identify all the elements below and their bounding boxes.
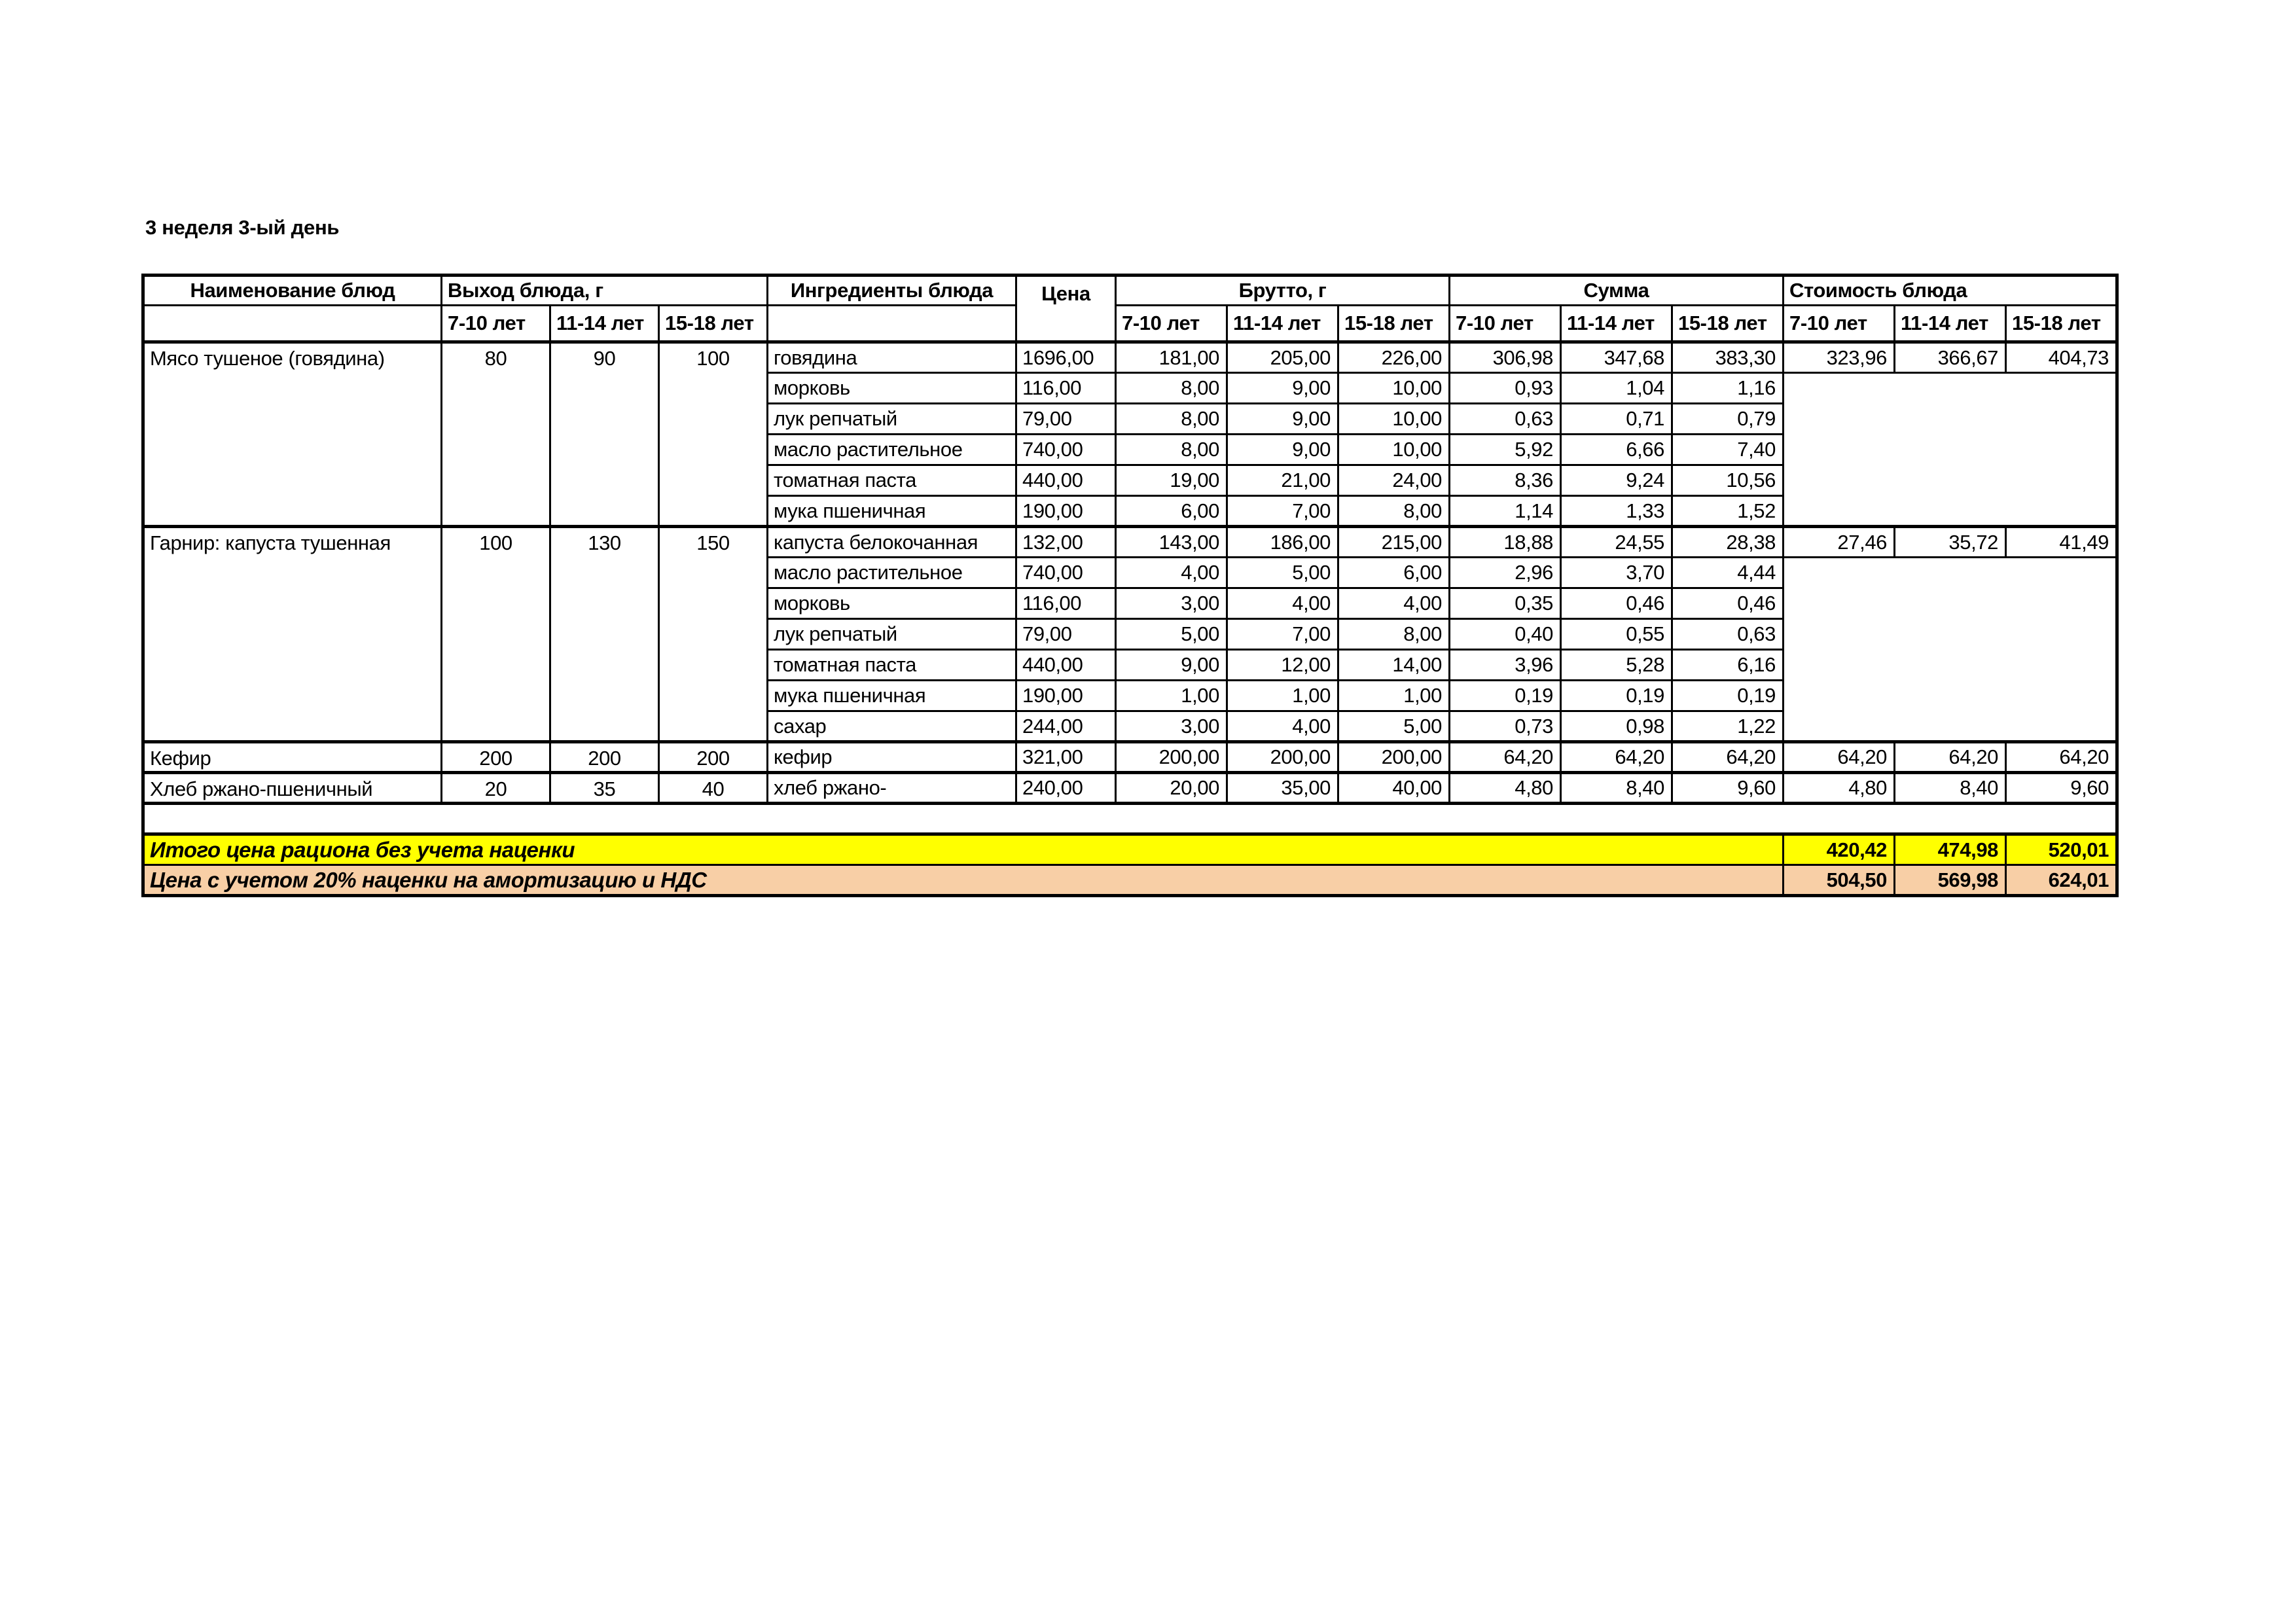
header-row-ages: [143, 306, 2117, 342]
gross-weight-cell: 4,00: [1116, 558, 1227, 588]
gross-weight-cell: 1,00: [1227, 681, 1338, 711]
header-row-groups: [143, 276, 2117, 306]
dish-cost-cell: 9,60: [2006, 773, 2117, 804]
gross-weight-cell: 9,00: [1227, 435, 1338, 465]
ingredient-name-cell: масло растительное: [768, 558, 1016, 588]
table-header: [143, 276, 2117, 342]
dish-cost-cell: 64,20: [2006, 742, 2117, 773]
gross-weight-cell: 10,00: [1338, 404, 1450, 435]
col-header-age: 15-18 лет: [659, 306, 768, 342]
ingredient-price-cell: 132,00: [1016, 527, 1116, 558]
dish-name-cell: Кефир: [143, 742, 442, 773]
dish-row: [143, 742, 2117, 773]
gross-weight-cell: 8,00: [1116, 435, 1227, 465]
ingredient-name-cell: томатная паста: [768, 650, 1016, 681]
gross-weight-cell: 1,00: [1338, 681, 1450, 711]
dish-cost-cell: 27,46: [1784, 527, 1895, 558]
sum-cell: 6,16: [1672, 650, 1784, 681]
gross-weight-cell: 8,00: [1338, 619, 1450, 650]
sum-cell: 1,14: [1450, 496, 1561, 527]
ingredient-name-cell: сахар: [768, 711, 1016, 742]
gross-weight-cell: 35,00: [1227, 773, 1338, 804]
total-value-cell: 474,98: [1895, 834, 2006, 865]
markup-value-cell: 569,98: [1895, 865, 2006, 896]
gross-weight-cell: 200,00: [1227, 742, 1338, 773]
dish-output-cell: 200: [659, 742, 768, 773]
col-header-name: Наименование блюд: [143, 276, 442, 306]
total-value-cell: 520,01: [2006, 834, 2117, 865]
sum-cell: 0,19: [1672, 681, 1784, 711]
col-header-price: Цена: [1016, 276, 1116, 342]
ingredient-price-cell: 190,00: [1016, 496, 1116, 527]
sum-cell: 0,93: [1450, 373, 1561, 404]
ingredient-price-cell: 440,00: [1016, 465, 1116, 496]
gross-weight-cell: 186,00: [1227, 527, 1338, 558]
sum-cell: 0,98: [1561, 711, 1672, 742]
gross-weight-cell: 40,00: [1338, 773, 1450, 804]
col-header-cost: Стоимость блюда: [1784, 276, 2117, 306]
sum-cell: 0,71: [1561, 404, 1672, 435]
gross-weight-cell: 226,00: [1338, 342, 1450, 373]
gross-weight-cell: 5,00: [1338, 711, 1450, 742]
ingredient-price-cell: 740,00: [1016, 435, 1116, 465]
gross-weight-cell: 6,00: [1116, 496, 1227, 527]
sum-cell: 0,79: [1672, 404, 1784, 435]
gross-weight-cell: 4,00: [1227, 711, 1338, 742]
gross-weight-cell: 3,00: [1116, 711, 1227, 742]
sum-cell: 28,38: [1672, 527, 1784, 558]
col-header-age: 7-10 лет: [1116, 306, 1227, 342]
dish-cost-cell: 4,80: [1784, 773, 1895, 804]
table-body: [143, 342, 2117, 896]
markup-value-cell: 504,50: [1784, 865, 1895, 896]
sum-cell: 64,20: [1672, 742, 1784, 773]
spacer-row: [143, 804, 2117, 834]
markup-total-row: [143, 865, 2117, 896]
sum-cell: 9,24: [1561, 465, 1672, 496]
col-header-age: 15-18 лет: [2006, 306, 2117, 342]
dish-output-cell: 40: [659, 773, 768, 804]
dish-cost-cell: 404,73: [2006, 342, 2117, 373]
gross-weight-cell: 205,00: [1227, 342, 1338, 373]
gross-weight-cell: 7,00: [1227, 496, 1338, 527]
sum-cell: 1,22: [1672, 711, 1784, 742]
gross-weight-cell: 215,00: [1338, 527, 1450, 558]
col-header-age: 11-14 лет: [1895, 306, 2006, 342]
gross-weight-cell: 9,00: [1227, 373, 1338, 404]
gross-weight-cell: 200,00: [1338, 742, 1450, 773]
ingredient-name-cell: кефир: [768, 742, 1016, 773]
sum-cell: 5,28: [1561, 650, 1672, 681]
col-header-age: 15-18 лет: [1672, 306, 1784, 342]
gross-weight-cell: 5,00: [1116, 619, 1227, 650]
sum-cell: 1,33: [1561, 496, 1672, 527]
ingredient-name-cell: томатная паста: [768, 465, 1016, 496]
menu-cost-table: [141, 274, 2119, 897]
sum-cell: 1,52: [1672, 496, 1784, 527]
gross-weight-cell: 1,00: [1116, 681, 1227, 711]
dish-row: [143, 527, 2117, 558]
dish-output-cell: 150: [659, 527, 768, 742]
gross-weight-cell: 14,00: [1338, 650, 1450, 681]
gross-weight-cell: 8,00: [1116, 373, 1227, 404]
col-header-ingredients: Ингредиенты блюда: [768, 276, 1016, 306]
dish-cost-cell: 41,49: [2006, 527, 2117, 558]
sum-cell: 0,35: [1450, 588, 1561, 619]
ingredient-name-cell: лук репчатый: [768, 619, 1016, 650]
dish-cost-empty-cell: [1784, 558, 2117, 742]
col-header-age: 7-10 лет: [1784, 306, 1895, 342]
dish-row: [143, 342, 2117, 373]
col-header-sum: Сумма: [1450, 276, 1784, 306]
dish-output-cell: 200: [442, 742, 550, 773]
ingredient-price-cell: 79,00: [1016, 404, 1116, 435]
sum-cell: 4,80: [1450, 773, 1561, 804]
sum-cell: 1,16: [1672, 373, 1784, 404]
col-header-output: Выход блюда, г: [442, 276, 768, 306]
gross-weight-cell: 10,00: [1338, 435, 1450, 465]
ingredient-price-cell: 116,00: [1016, 373, 1116, 404]
sum-cell: 0,63: [1450, 404, 1561, 435]
gross-weight-cell: 143,00: [1116, 527, 1227, 558]
dish-cost-cell: 8,40: [1895, 773, 2006, 804]
total-label-cell: Итого цена рациона без учета наценки: [143, 834, 1784, 865]
dish-output-cell: 130: [550, 527, 659, 742]
ingredient-price-cell: 1696,00: [1016, 342, 1116, 373]
gross-weight-cell: 4,00: [1338, 588, 1450, 619]
gross-weight-cell: 200,00: [1116, 742, 1227, 773]
col-header-age: 11-14 лет: [550, 306, 659, 342]
gross-weight-cell: 20,00: [1116, 773, 1227, 804]
sum-cell: 2,96: [1450, 558, 1561, 588]
dish-output-cell: 100: [659, 342, 768, 527]
dish-cost-cell: 64,20: [1784, 742, 1895, 773]
sum-cell: 0,19: [1450, 681, 1561, 711]
sum-cell: 0,46: [1561, 588, 1672, 619]
markup-value-cell: 624,01: [2006, 865, 2117, 896]
ingredient-name-cell: мука пшеничная: [768, 496, 1016, 527]
markup-label-cell: Цена с учетом 20% наценки на амортизацию и НДС: [143, 865, 1784, 896]
total-value-cell: 420,42: [1784, 834, 1895, 865]
ingredient-price-cell: 244,00: [1016, 711, 1116, 742]
dish-name-cell: Гарнир: капуста тушенная: [143, 527, 442, 742]
ingredient-price-cell: 240,00: [1016, 773, 1116, 804]
ingredient-name-cell: говядина: [768, 342, 1016, 373]
spacer-cell: [143, 804, 2117, 834]
ingredient-price-cell: 440,00: [1016, 650, 1116, 681]
ingredient-name-cell: мука пшеничная: [768, 681, 1016, 711]
sum-cell: 8,36: [1450, 465, 1561, 496]
col-header-age: 7-10 лет: [1450, 306, 1561, 342]
dish-output-cell: 90: [550, 342, 659, 527]
dish-output-cell: 200: [550, 742, 659, 773]
col-header-age: 11-14 лет: [1561, 306, 1672, 342]
gross-weight-cell: 8,00: [1116, 404, 1227, 435]
ingredient-name-cell: морковь: [768, 373, 1016, 404]
sum-cell: 24,55: [1561, 527, 1672, 558]
dish-cost-cell: 35,72: [1895, 527, 2006, 558]
gross-weight-cell: 10,00: [1338, 373, 1450, 404]
gross-weight-cell: 8,00: [1338, 496, 1450, 527]
gross-weight-cell: 7,00: [1227, 619, 1338, 650]
sum-cell: 347,68: [1561, 342, 1672, 373]
sum-cell: 9,60: [1672, 773, 1784, 804]
gross-weight-cell: 19,00: [1116, 465, 1227, 496]
sum-cell: 0,55: [1561, 619, 1672, 650]
header-empty-cell: [143, 306, 442, 342]
ingredient-price-cell: 740,00: [1016, 558, 1116, 588]
dish-cost-cell: 323,96: [1784, 342, 1895, 373]
sum-cell: 0,46: [1672, 588, 1784, 619]
sum-cell: 3,96: [1450, 650, 1561, 681]
sum-cell: 5,92: [1450, 435, 1561, 465]
sum-cell: 6,66: [1561, 435, 1672, 465]
ingredient-name-cell: масло растительное: [768, 435, 1016, 465]
ingredient-price-cell: 79,00: [1016, 619, 1116, 650]
sum-cell: 8,40: [1561, 773, 1672, 804]
sum-cell: 0,73: [1450, 711, 1561, 742]
dish-output-cell: 80: [442, 342, 550, 527]
sum-cell: 383,30: [1672, 342, 1784, 373]
sum-cell: 0,63: [1672, 619, 1784, 650]
dish-name-cell: Хлеб ржано-пшеничный: [143, 773, 442, 804]
total-row: [143, 834, 2117, 865]
gross-weight-cell: 24,00: [1338, 465, 1450, 496]
sum-cell: 306,98: [1450, 342, 1561, 373]
col-header-age: 7-10 лет: [442, 306, 550, 342]
gross-weight-cell: 21,00: [1227, 465, 1338, 496]
gross-weight-cell: 9,00: [1227, 404, 1338, 435]
col-header-age: 11-14 лет: [1227, 306, 1338, 342]
ingredient-price-cell: 321,00: [1016, 742, 1116, 773]
gross-weight-cell: 4,00: [1227, 588, 1338, 619]
page-title: 3 неделя 3-ый день: [145, 216, 340, 239]
ingredient-price-cell: 116,00: [1016, 588, 1116, 619]
dish-output-cell: 100: [442, 527, 550, 742]
ingredient-name-cell: морковь: [768, 588, 1016, 619]
dish-name-cell: Мясо тушеное (говядина): [143, 342, 442, 527]
sum-cell: 0,40: [1450, 619, 1561, 650]
gross-weight-cell: 5,00: [1227, 558, 1338, 588]
sum-cell: 10,56: [1672, 465, 1784, 496]
sum-cell: 4,44: [1672, 558, 1784, 588]
dish-cost-empty-cell: [1784, 373, 2117, 527]
dish-output-cell: 20: [442, 773, 550, 804]
sum-cell: 64,20: [1561, 742, 1672, 773]
header-empty-cell: [768, 306, 1016, 342]
sum-cell: 64,20: [1450, 742, 1561, 773]
ingredient-name-cell: капуста белокочанная: [768, 527, 1016, 558]
dish-output-cell: 35: [550, 773, 659, 804]
sum-cell: 1,04: [1561, 373, 1672, 404]
gross-weight-cell: 9,00: [1116, 650, 1227, 681]
ingredient-name-cell: лук репчатый: [768, 404, 1016, 435]
dish-row: [143, 773, 2117, 804]
dish-cost-cell: 366,67: [1895, 342, 2006, 373]
col-header-age: 15-18 лет: [1338, 306, 1450, 342]
ingredient-name-cell: хлеб ржано-: [768, 773, 1016, 804]
gross-weight-cell: 3,00: [1116, 588, 1227, 619]
gross-weight-cell: 12,00: [1227, 650, 1338, 681]
sum-cell: 7,40: [1672, 435, 1784, 465]
ingredient-price-cell: 190,00: [1016, 681, 1116, 711]
gross-weight-cell: 6,00: [1338, 558, 1450, 588]
col-header-gross: Брутто, г: [1116, 276, 1450, 306]
sum-cell: 3,70: [1561, 558, 1672, 588]
dish-cost-cell: 64,20: [1895, 742, 2006, 773]
gross-weight-cell: 181,00: [1116, 342, 1227, 373]
sum-cell: 0,19: [1561, 681, 1672, 711]
sum-cell: 18,88: [1450, 527, 1561, 558]
